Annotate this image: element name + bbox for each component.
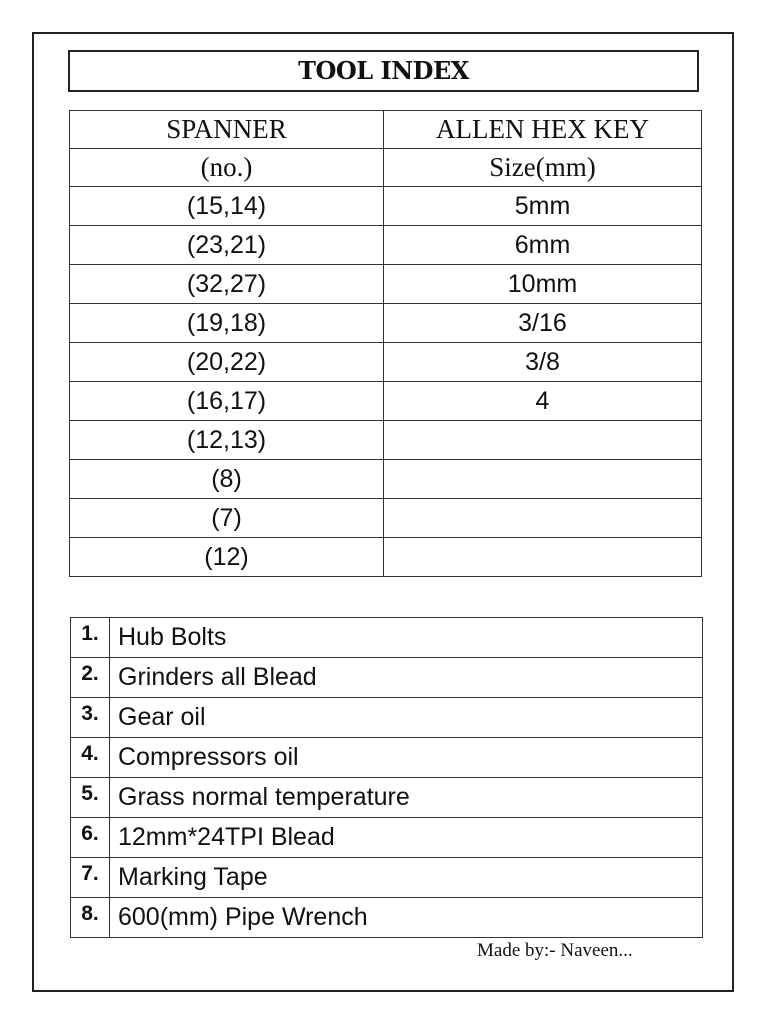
spanner-cell: (8) [70, 460, 384, 499]
item-text: Gear oil [110, 698, 703, 738]
item-number: 7. [71, 858, 110, 898]
list-item [71, 618, 703, 658]
item-text: Grass normal temperature [110, 778, 703, 818]
spanner-cell: (16,17) [70, 382, 384, 421]
spanner-cell: (12) [70, 538, 384, 577]
spanner-cell: (12,13) [70, 421, 384, 460]
header-allen-hex-key: ALLEN HEX KEY [384, 111, 702, 149]
table-row [70, 226, 702, 265]
list-item [71, 858, 703, 898]
list-item [71, 658, 703, 698]
spanner-cell: (7) [70, 499, 384, 538]
hex-key-cell: 10mm [384, 265, 702, 304]
item-text: Compressors oil [110, 738, 703, 778]
items-table [70, 617, 703, 938]
item-text: Hub Bolts [110, 618, 703, 658]
hex-key-cell: 5mm [384, 187, 702, 226]
author-credit: Made by:- Naveen... [477, 940, 633, 961]
spanner-cell: (15,14) [70, 187, 384, 226]
item-number: 1. [71, 618, 110, 658]
table-row [70, 460, 702, 499]
hex-key-cell [384, 421, 702, 460]
spanner-cell: (20,22) [70, 343, 384, 382]
hex-key-cell [384, 460, 702, 499]
subheader-size: Size(mm) [384, 149, 702, 187]
table-row [70, 343, 702, 382]
hex-key-cell [384, 499, 702, 538]
subheader-row [70, 149, 702, 187]
tool-index-table [69, 110, 702, 577]
spanner-cell: (32,27) [70, 265, 384, 304]
list-item [71, 698, 703, 738]
table-row [70, 421, 702, 460]
item-number: 3. [71, 698, 110, 738]
item-number: 5. [71, 778, 110, 818]
item-number: 8. [71, 898, 110, 938]
table-row [70, 187, 702, 226]
header-spanner: SPANNER [70, 111, 384, 149]
table-row [70, 265, 702, 304]
hex-key-cell: 3/8 [384, 343, 702, 382]
list-item [71, 738, 703, 778]
spanner-cell: (23,21) [70, 226, 384, 265]
subheader-no: (no.) [70, 149, 384, 187]
item-number: 6. [71, 818, 110, 858]
page-title: TOOL INDEX [68, 50, 699, 92]
header-row [70, 111, 702, 149]
item-number: 2. [71, 658, 110, 698]
item-text: Marking Tape [110, 858, 703, 898]
hex-key-cell [384, 538, 702, 577]
table-row [70, 382, 702, 421]
table-row [70, 499, 702, 538]
item-text: 12mm*24TPI Blead [110, 818, 703, 858]
hex-key-cell: 4 [384, 382, 702, 421]
list-item [71, 778, 703, 818]
list-item [71, 818, 703, 858]
hex-key-cell: 6mm [384, 226, 702, 265]
item-text: 600(mm) Pipe Wrench [110, 898, 703, 938]
spanner-cell: (19,18) [70, 304, 384, 343]
list-item [71, 898, 703, 938]
table-row [70, 304, 702, 343]
item-text: Grinders all Blead [110, 658, 703, 698]
table-row [70, 538, 702, 577]
hex-key-cell: 3/16 [384, 304, 702, 343]
item-number: 4. [71, 738, 110, 778]
